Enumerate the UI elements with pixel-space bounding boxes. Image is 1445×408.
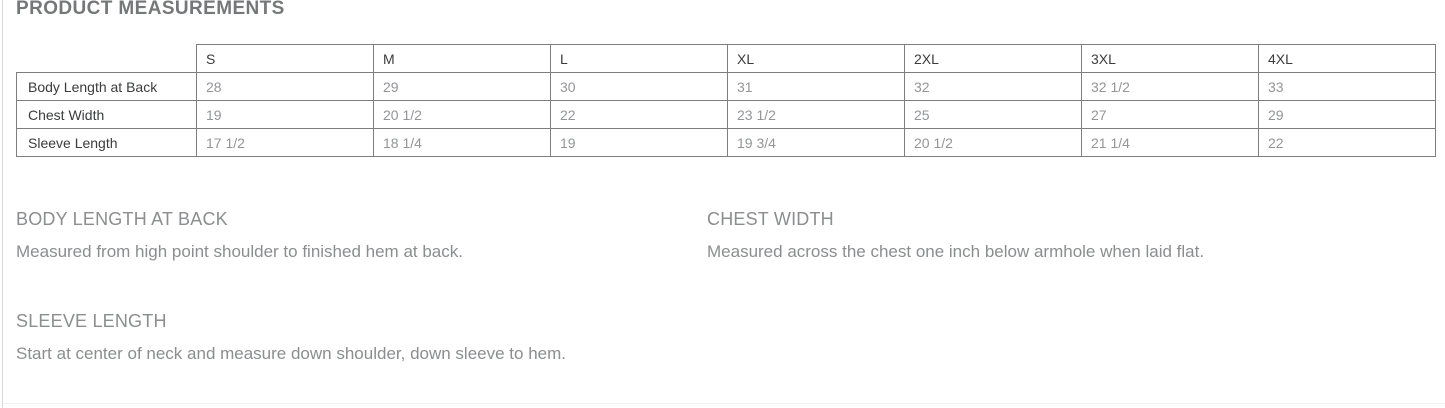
table-cell: 27	[1082, 101, 1259, 129]
table-cell: 17 1/2	[197, 129, 374, 157]
row-label: Sleeve Length	[17, 129, 197, 157]
table-cell: 33	[1259, 73, 1436, 101]
table-cell: 22	[551, 101, 728, 129]
definition-description: Measured from high point shoulder to finished hem at back.	[16, 242, 463, 261]
column-header-m: M	[374, 45, 551, 73]
table-cell: 32 1/2	[1082, 73, 1259, 101]
definition-heading: BODY LENGTH AT BACK	[16, 209, 228, 229]
definition-sleeve-length	[16, 312, 686, 364]
table-cell: 32	[905, 73, 1082, 101]
table-cell: 30	[551, 73, 728, 101]
column-header-2xl: 2XL	[905, 45, 1082, 73]
table-cell: 20 1/2	[374, 101, 551, 129]
column-header-s: S	[197, 45, 374, 73]
table-cell: 28	[197, 73, 374, 101]
table-cell: 18 1/4	[374, 129, 551, 157]
table-cell: 29	[1259, 101, 1436, 129]
table-cell: 20 1/2	[905, 129, 1082, 157]
definition-chest-width	[707, 210, 1432, 262]
section-title: PRODUCT MEASUREMENTS	[16, 0, 285, 19]
definition-description: Measured across the chest one inch below armhole when laid flat.	[707, 242, 1205, 261]
table-cell: 25	[905, 101, 1082, 129]
column-header-4xl: 4XL	[1259, 45, 1436, 73]
table-cell: 22	[1259, 129, 1436, 157]
column-header-xl: XL	[728, 45, 905, 73]
definition-heading: SLEEVE LENGTH	[16, 311, 167, 331]
column-header-3xl: 3XL	[1082, 45, 1259, 73]
table-cell: 19	[551, 129, 728, 157]
definition-description: Start at center of neck and measure down shoulder, down sleeve to hem.	[16, 344, 566, 363]
column-header-l: L	[551, 45, 728, 73]
definition-heading: CHEST WIDTH	[707, 209, 834, 229]
table-cell: 19 3/4	[728, 129, 905, 157]
table-cell: 23 1/2	[728, 101, 905, 129]
row-label: Chest Width	[17, 101, 197, 129]
table-cell: 31	[728, 73, 905, 101]
table-cell: 19	[197, 101, 374, 129]
definition-body-length	[16, 210, 686, 262]
table-cell: 29	[374, 73, 551, 101]
row-label: Body Length at Back	[17, 73, 197, 101]
table-cell: 21 1/4	[1082, 129, 1259, 157]
